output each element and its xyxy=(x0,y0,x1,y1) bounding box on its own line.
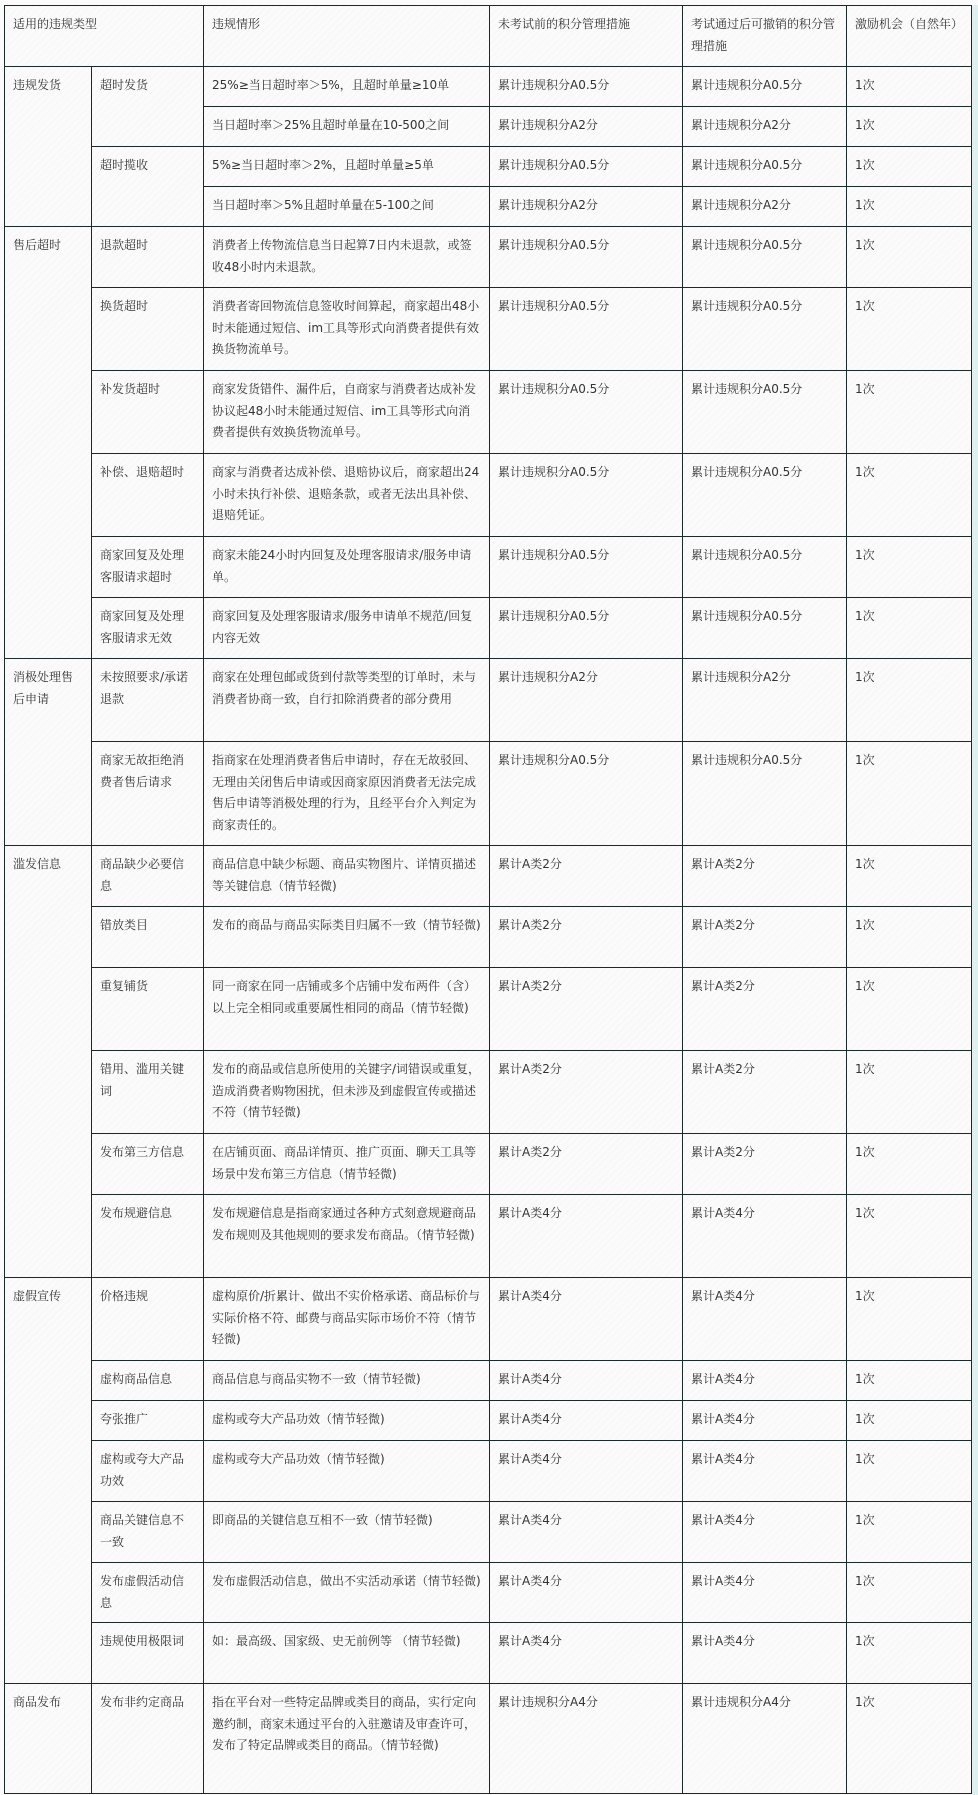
subtype-cell: 发布规避信息 xyxy=(92,1195,204,1278)
before-exam-cell: 累计A类2分 xyxy=(490,1134,683,1195)
before-exam-cell: 累计A类2分 xyxy=(490,1051,683,1134)
table-row xyxy=(5,537,972,598)
situation-cell: 虚构或夸大产品功效（情节轻微) xyxy=(204,1401,490,1441)
table-row xyxy=(5,454,972,537)
before-exam-cell: 累计违规积分A0.5分 xyxy=(490,67,683,107)
situation-cell: 消费者寄回物流信息签收时间算起，商家超出48小时未能通过短信、im工具等形式向消费者提供有效换货物流单号。 xyxy=(204,288,490,371)
table-row xyxy=(5,659,972,742)
incentive-cell: 1次 xyxy=(847,659,972,742)
incentive-cell: 1次 xyxy=(847,1051,972,1134)
after-exam-cell: 累计A类4分 xyxy=(683,1623,847,1684)
situation-cell: 商家在处理包邮或货到付款等类型的订单时，未与消费者协商一致，自行扣除消费者的部分费用 xyxy=(204,659,490,742)
subtype-cell: 未按照要求/承诺退款 xyxy=(92,659,204,742)
after-exam-cell: 累计A类4分 xyxy=(683,1441,847,1502)
category-cell: 售后超时 xyxy=(5,227,92,659)
incentive-cell: 1次 xyxy=(847,1623,972,1684)
incentive-cell: 1次 xyxy=(847,1361,972,1401)
table-row xyxy=(5,742,972,846)
before-exam-cell: 累计A类4分 xyxy=(490,1401,683,1441)
situation-cell: 虚构原价/折累计、做出不实价格承诺、商品标价与实际价格不符、邮费与商品实际市场价不符（情节轻微) xyxy=(204,1278,490,1361)
subtype-cell: 价格违规 xyxy=(92,1278,204,1361)
after-exam-cell: 累计A类4分 xyxy=(683,1563,847,1623)
situation-cell: 虚构或夸大产品功效（情节轻微) xyxy=(204,1441,490,1502)
incentive-cell: 1次 xyxy=(847,907,972,968)
before-exam-cell: 累计A类4分 xyxy=(490,1502,683,1563)
before-exam-cell: 累计A类2分 xyxy=(490,907,683,968)
table-row xyxy=(5,1441,972,1502)
before-exam-cell: 累计A类4分 xyxy=(490,1361,683,1401)
incentive-cell: 1次 xyxy=(847,1134,972,1195)
after-exam-cell: 累计违规积分A0.5分 xyxy=(683,537,847,598)
subtype-cell: 退款超时 xyxy=(92,227,204,288)
before-exam-cell: 累计A类4分 xyxy=(490,1563,683,1623)
incentive-cell: 1次 xyxy=(847,1563,972,1623)
incentive-cell: 1次 xyxy=(847,1441,972,1502)
table-row xyxy=(5,907,972,968)
header-before-exam: 未考试前的积分管理措施 xyxy=(490,6,683,67)
incentive-cell: 1次 xyxy=(847,67,972,107)
incentive-cell: 1次 xyxy=(847,1195,972,1278)
situation-cell: 即商品的关键信息互相不一致（情节轻微) xyxy=(204,1502,490,1563)
situation-cell: 如：最高级、国家级、史无前例等 （情节轻微) xyxy=(204,1623,490,1684)
category-cell: 虚假宣传 xyxy=(5,1278,92,1684)
subtype-cell: 商品关键信息不一致 xyxy=(92,1502,204,1563)
incentive-cell: 1次 xyxy=(847,288,972,371)
header-violation-type: 适用的违规类型 xyxy=(5,6,204,67)
situation-cell: 商品信息中缺少标题、商品实物图片、详情页描述等关键信息（情节轻微) xyxy=(204,846,490,907)
table-row xyxy=(5,968,972,1051)
table-body xyxy=(5,67,972,1794)
incentive-cell: 1次 xyxy=(847,1684,972,1794)
incentive-cell: 1次 xyxy=(847,1278,972,1361)
incentive-cell: 1次 xyxy=(847,1502,972,1563)
table-row xyxy=(5,1278,972,1361)
after-exam-cell: 累计A类4分 xyxy=(683,1401,847,1441)
table-row xyxy=(5,227,972,288)
before-exam-cell: 累计违规积分A0.5分 xyxy=(490,454,683,537)
table-row xyxy=(5,1502,972,1563)
after-exam-cell: 累计违规积分A2分 xyxy=(683,107,847,147)
incentive-cell: 1次 xyxy=(847,454,972,537)
subtype-cell: 夸张推广 xyxy=(92,1401,204,1441)
situation-cell: 消费者上传物流信息当日起算7日内未退款，或签收48小时内未退款。 xyxy=(204,227,490,288)
incentive-cell: 1次 xyxy=(847,107,972,147)
subtype-cell: 违规使用极限词 xyxy=(92,1623,204,1684)
after-exam-cell: 累计违规积分A0.5分 xyxy=(683,147,847,187)
incentive-cell: 1次 xyxy=(847,742,972,846)
before-exam-cell: 累计违规积分A0.5分 xyxy=(490,598,683,659)
situation-cell: 发布规避信息是指商家通过各种方式刻意规避商品发布规则及其他规则的要求发布商品。（情节轻微) xyxy=(204,1195,490,1278)
table-row xyxy=(5,371,972,454)
after-exam-cell: 累计违规积分A0.5分 xyxy=(683,454,847,537)
before-exam-cell: 累计A类4分 xyxy=(490,1623,683,1684)
after-exam-cell: 累计违规积分A0.5分 xyxy=(683,67,847,107)
before-exam-cell: 累计违规积分A2分 xyxy=(490,187,683,227)
subtype-cell: 重复铺货 xyxy=(92,968,204,1051)
before-exam-cell: 累计A类4分 xyxy=(490,1441,683,1502)
incentive-cell: 1次 xyxy=(847,1401,972,1441)
incentive-cell: 1次 xyxy=(847,147,972,187)
header-after-exam: 考试通过后可撤销的积分管理措施 xyxy=(683,6,847,67)
before-exam-cell: 累计A类2分 xyxy=(490,846,683,907)
after-exam-cell: 累计违规积分A0.5分 xyxy=(683,598,847,659)
situation-cell: 指商家在处理消费者售后申请时，存在无故驳回、无理由关闭售后申请或因商家原因消费者无法完成售后申请等消极处理的行为，且经平台介入判定为商家责任的。 xyxy=(204,742,490,846)
after-exam-cell: 累计违规积分A2分 xyxy=(683,659,847,742)
after-exam-cell: 累计违规积分A0.5分 xyxy=(683,371,847,454)
situation-cell: 发布的商品或信息所使用的关键字/词错误或重复，造成消费者购物困扰，但未涉及到虚假宣传或描述不符（情节轻微) xyxy=(204,1051,490,1134)
subtype-cell: 商家回复及处理客服请求超时 xyxy=(92,537,204,598)
situation-cell: 在店铺页面、商品详情页、推广页面、聊天工具等场景中发布第三方信息（情节轻微) xyxy=(204,1134,490,1195)
before-exam-cell: 累计A类2分 xyxy=(490,968,683,1051)
subtype-cell: 错放类目 xyxy=(92,907,204,968)
after-exam-cell: 累计违规积分A0.5分 xyxy=(683,288,847,371)
table-row xyxy=(5,1401,972,1441)
subtype-cell: 虚构商品信息 xyxy=(92,1361,204,1401)
subtype-cell: 虚构或夸大产品功效 xyxy=(92,1441,204,1502)
incentive-cell: 1次 xyxy=(847,227,972,288)
after-exam-cell: 累计违规积分A0.5分 xyxy=(683,227,847,288)
after-exam-cell: 累计违规积分A4分 xyxy=(683,1684,847,1794)
before-exam-cell: 累计A类4分 xyxy=(490,1195,683,1278)
situation-cell: 发布虚假活动信息，做出不实活动承诺（情节轻微) xyxy=(204,1563,490,1623)
after-exam-cell: 累计A类2分 xyxy=(683,968,847,1051)
table-row xyxy=(5,1051,972,1134)
subtype-cell: 补偿、退赔超时 xyxy=(92,454,204,537)
after-exam-cell: 累计A类4分 xyxy=(683,1502,847,1563)
incentive-cell: 1次 xyxy=(847,537,972,598)
subtype-cell: 补发货超时 xyxy=(92,371,204,454)
after-exam-cell: 累计违规积分A0.5分 xyxy=(683,742,847,846)
category-cell: 消极处理售后申请 xyxy=(5,659,92,846)
subtype-cell: 商品缺少必要信息 xyxy=(92,846,204,907)
before-exam-cell: 累计违规积分A4分 xyxy=(490,1684,683,1794)
table-row xyxy=(5,846,972,907)
violation-rules-table xyxy=(4,5,972,1794)
header-situation: 违规情形 xyxy=(204,6,490,67)
incentive-cell: 1次 xyxy=(847,598,972,659)
subtype-cell: 商家无故拒绝消费者售后请求 xyxy=(92,742,204,846)
before-exam-cell: 累计A类4分 xyxy=(490,1278,683,1361)
category-cell: 滥发信息 xyxy=(5,846,92,1278)
after-exam-cell: 累计A类2分 xyxy=(683,907,847,968)
table-row xyxy=(5,147,972,187)
situation-cell: 商家未能24小时内回复及处理客服请求/服务申请单。 xyxy=(204,537,490,598)
after-exam-cell: 累计A类4分 xyxy=(683,1195,847,1278)
situation-cell: 商家发货错件、漏件后，自商家与消费者达成补发协议起48小时未能通过短信、im工具等形式向消费者提供有效换货物流单号。 xyxy=(204,371,490,454)
situation-cell: 指在平台对一些特定品牌或类目的商品，实行定向邀约制，商家未通过平台的入驻邀请及审查许可，发布了特定品牌或类目的商品。（情节轻微) xyxy=(204,1684,490,1794)
situation-cell: 25%≥当日超时率＞5%，且超时单量≥10单 xyxy=(204,67,490,107)
table-row xyxy=(5,1623,972,1684)
before-exam-cell: 累计违规积分A0.5分 xyxy=(490,227,683,288)
before-exam-cell: 累计违规积分A0.5分 xyxy=(490,147,683,187)
table-row xyxy=(5,598,972,659)
situation-cell: 发布的商品与商品实际类目归属不一致（情节轻微) xyxy=(204,907,490,968)
incentive-cell: 1次 xyxy=(847,187,972,227)
table-row xyxy=(5,1195,972,1278)
before-exam-cell: 累计违规积分A0.5分 xyxy=(490,537,683,598)
after-exam-cell: 累计A类4分 xyxy=(683,1278,847,1361)
table-row xyxy=(5,288,972,371)
situation-cell: 当日超时率＞5%且超时单量在5-100之间 xyxy=(204,187,490,227)
before-exam-cell: 累计违规积分A2分 xyxy=(490,659,683,742)
subtype-cell: 发布第三方信息 xyxy=(92,1134,204,1195)
page-edge-strip xyxy=(972,5,978,1795)
subtype-cell: 超时揽收 xyxy=(92,147,204,227)
situation-cell: 商家与消费者达成补偿、退赔协议后，商家超出24小时未执行补偿、退赔条款，或者无法出具补偿、退赔凭证。 xyxy=(204,454,490,537)
subtype-cell: 发布虚假活动信息 xyxy=(92,1563,204,1623)
subtype-cell: 发布非约定商品 xyxy=(92,1684,204,1794)
situation-cell: 商家回复及处理客服请求/服务申请单不规范/回复内容无效 xyxy=(204,598,490,659)
subtype-cell: 错用、滥用关键词 xyxy=(92,1051,204,1134)
before-exam-cell: 累计违规积分A0.5分 xyxy=(490,742,683,846)
subtype-cell: 换货超时 xyxy=(92,288,204,371)
table-row xyxy=(5,1134,972,1195)
before-exam-cell: 累计违规积分A2分 xyxy=(490,107,683,147)
header-incentive: 激励机会（自然年） xyxy=(847,6,972,67)
after-exam-cell: 累计A类2分 xyxy=(683,1051,847,1134)
incentive-cell: 1次 xyxy=(847,968,972,1051)
subtype-cell: 商家回复及处理客服请求无效 xyxy=(92,598,204,659)
incentive-cell: 1次 xyxy=(847,846,972,907)
category-cell: 违规发货 xyxy=(5,67,92,227)
situation-cell: 同一商家在同一店铺或多个店铺中发布两件（含）以上完全相同或重要属性相同的商品（情节轻微) xyxy=(204,968,490,1051)
incentive-cell: 1次 xyxy=(847,371,972,454)
situation-cell: 5%≥当日超时率＞2%，且超时单量≥5单 xyxy=(204,147,490,187)
situation-cell: 商品信息与商品实物不一致（情节轻微) xyxy=(204,1361,490,1401)
before-exam-cell: 累计违规积分A0.5分 xyxy=(490,371,683,454)
subtype-cell: 超时发货 xyxy=(92,67,204,147)
after-exam-cell: 累计A类4分 xyxy=(683,1361,847,1401)
table-row xyxy=(5,1361,972,1401)
after-exam-cell: 累计A类2分 xyxy=(683,1134,847,1195)
before-exam-cell: 累计违规积分A0.5分 xyxy=(490,288,683,371)
table-row xyxy=(5,67,972,107)
table-header-row xyxy=(5,6,972,67)
table-row xyxy=(5,1563,972,1623)
category-cell: 商品发布 xyxy=(5,1684,92,1794)
after-exam-cell: 累计违规积分A2分 xyxy=(683,187,847,227)
table-row xyxy=(5,1684,972,1794)
situation-cell: 当日超时率＞25%且超时单量在10-500之间 xyxy=(204,107,490,147)
after-exam-cell: 累计A类2分 xyxy=(683,846,847,907)
